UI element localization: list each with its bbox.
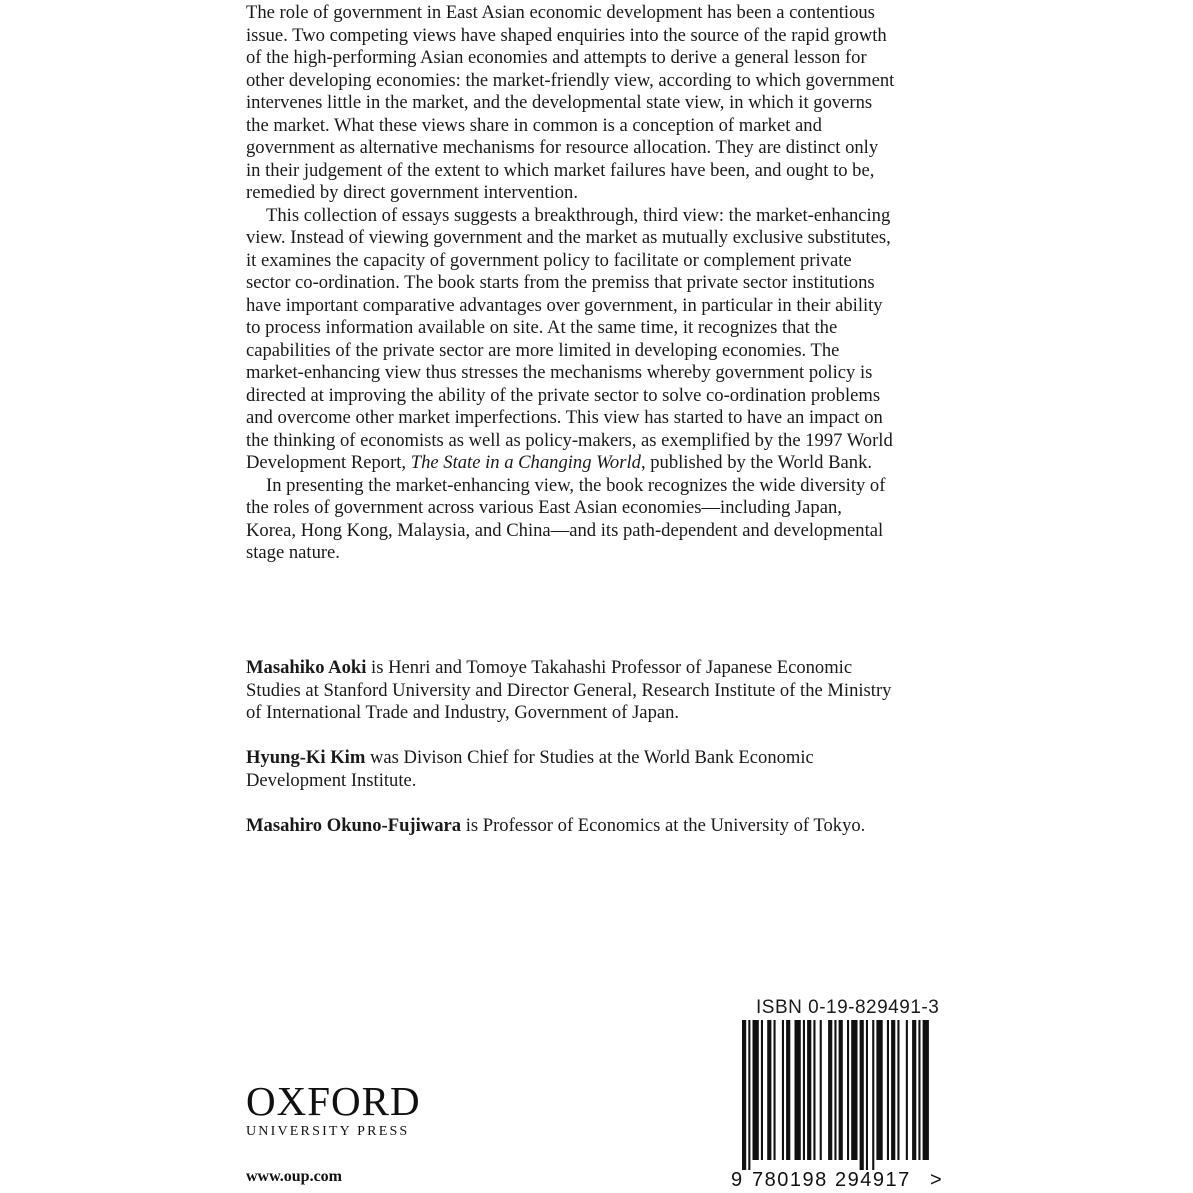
author-description: is Professor of Economics at the University of Tokyo.: [461, 814, 866, 836]
barcode-bar: [923, 1020, 929, 1160]
blurb-paragraph-1: The role of government in East Asian economic development has been a contentious issue. Two competing views have shaped enquiries into the source of the rapid growth of the high-performing Asian economies and attempts to derive a general lesson for other developing economies: the market-friendly view, according to which government intervenes little in the market, and the developmental state view, in which it governs the market. What these views share in common is a conception of market and government as alternative mechanisms for resource allocation. They are distinct only in their judgement of the extent to which market failures have been, and ought to be, remedied by direct government intervention.: [246, 2, 895, 203]
barcode-bar: [839, 1020, 843, 1160]
author-bio: [246, 657, 896, 725]
author-name: Hyung-Ki Kim: [246, 747, 366, 768]
isbn-label: ISBN 0-19-829491-3: [756, 997, 940, 1018]
barcode-bar: [761, 1020, 763, 1160]
barcode-bar: [748, 1020, 750, 1170]
blurb-paragraph-2-end: , published by the World Bank.: [640, 452, 873, 473]
barcode-bar: [876, 1020, 882, 1160]
blurb-paragraph-3: In presenting the market-enhancing view, the book recognizes the wide diversity of the roles of government across various East Asian economies—including Japan, Korea, Hong Kong, Malaysia, and China—and its path-dependent and developmental stage nature.: [246, 474, 886, 563]
barcode-bar: [774, 1020, 776, 1160]
author-bio: [246, 747, 896, 792]
barcode-bar: [912, 1020, 916, 1160]
barcode-bar: [866, 1020, 868, 1170]
barcode: [728, 1020, 948, 1190]
barcode-quiet-zone-mark: >: [930, 1169, 942, 1190]
author-description: is Henri and Tomoye Takahashi Professor of Japanese Economic Studies at Stanford University and Director General, Research Institute of the Ministry of International Trade and Industry, Government of Japan.: [246, 657, 892, 723]
barcode-bar: [813, 1020, 815, 1160]
barcode-bar: [753, 1020, 759, 1160]
barcode-bar: [742, 1020, 746, 1170]
publisher-logo: [246, 1080, 421, 1140]
barcode-bar: [897, 1020, 899, 1160]
blurb-paragraph-2: [246, 205, 896, 475]
barcode-bar: [807, 1020, 811, 1160]
barcode-graphic: [728, 1020, 948, 1190]
barcode-bar: [851, 1020, 857, 1160]
barcode-right-digits: 294917: [835, 1169, 911, 1190]
author-name: Masahiko Aoki: [246, 657, 367, 678]
barcode-lead-digit: 9: [731, 1169, 743, 1190]
publisher-website: www.oup.com: [246, 1168, 343, 1185]
back-cover-blurb: [246, 2, 896, 565]
barcode-bar: [860, 1020, 864, 1170]
barcode-bar: [847, 1020, 849, 1160]
publisher-name: OXFORD: [246, 1078, 421, 1124]
blurb-paragraph-2-text: This collection of essays suggests a breakthrough, third view: the market-enhancing view. Instead of viewing government and the market as mutually exclusive substitutes, it examines the capacity of government policy to facilitate or complement private sector co-ordination. The book starts from the premiss that private sector institutions have important comparative advantages over government, in particular in their ability to process information available on site. At the same time, it recognizes that the capabilities of the private sector are more limited in developing economies. The market-enhancing view thus stresses the mechanisms whereby government policy is directed at improving the ability of the private sector to solve co-ordination problems and overcome other market imperfections. This view has started to have an impact on the thinking of economists as well as policy-makers, as exemplified by the 1997 World Development Report,: [246, 204, 893, 473]
author-description: was Divison Chief for Studies at the World Bank Economic Development Institute.: [246, 747, 814, 791]
barcode-bar: [786, 1020, 790, 1160]
barcode-bar: [891, 1020, 895, 1160]
publisher-subname: UNIVERSITY PRESS: [246, 1124, 410, 1139]
barcode-bar: [782, 1020, 784, 1160]
barcode-bar: [887, 1020, 889, 1160]
barcode-bars: [742, 1020, 929, 1170]
report-title: The State in a Changing World: [410, 452, 641, 473]
barcode-bar: [906, 1020, 908, 1160]
barcode-bar: [820, 1020, 822, 1160]
barcode-bar: [872, 1020, 874, 1170]
author-bios: [246, 657, 896, 860]
barcode-bar: [795, 1020, 801, 1160]
barcode-bar: [828, 1020, 832, 1160]
author-name: Masahiro Okuno-Fujiwara: [246, 814, 462, 836]
barcode-left-digits: 780198: [752, 1169, 828, 1190]
barcode-bar: [803, 1020, 805, 1160]
barcode-bar: [767, 1020, 771, 1160]
barcode-bar: [834, 1020, 836, 1160]
author-bio: [246, 815, 896, 838]
barcode-bar: [918, 1020, 920, 1160]
